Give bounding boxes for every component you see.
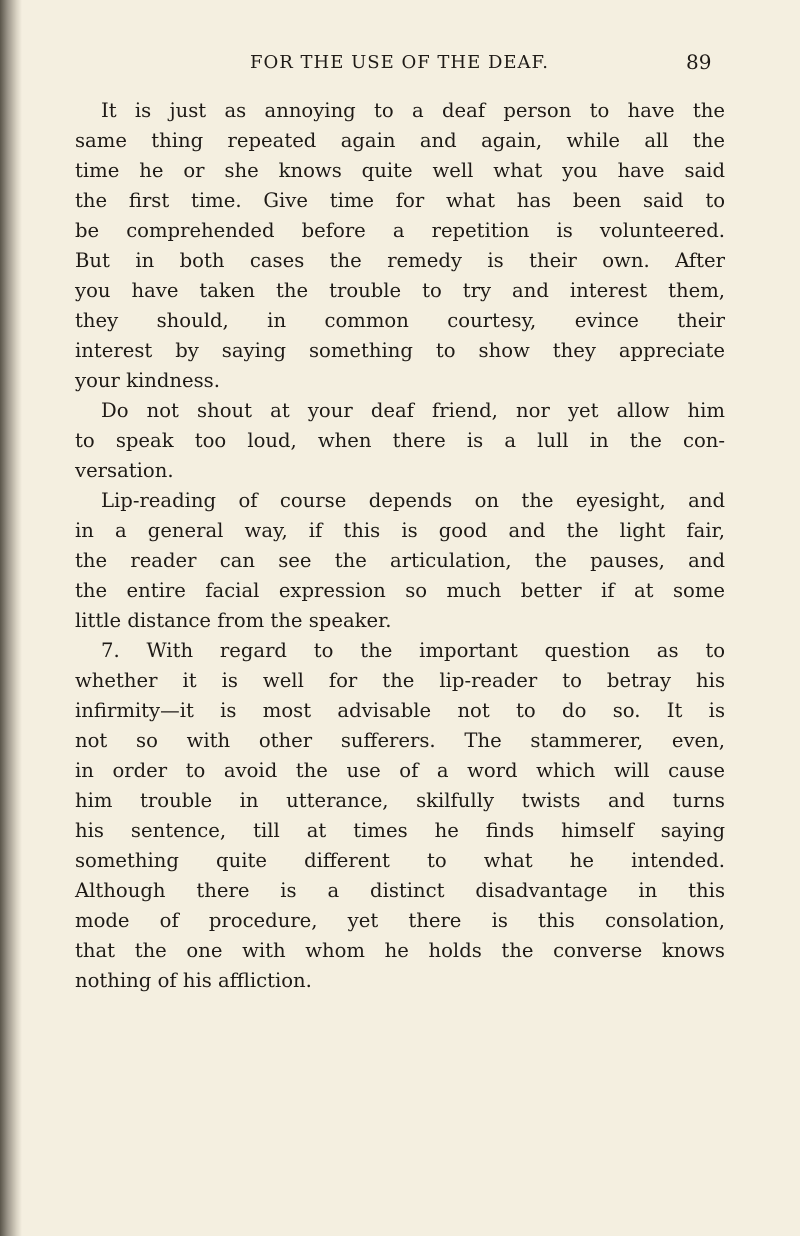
text-line: his sentence, till at times he finds himself saying bbox=[75, 819, 725, 842]
text-line: something quite different to what he intended. bbox=[75, 849, 725, 872]
text-line: infirmity—it is most advisable not to do so. It is bbox=[75, 699, 725, 722]
text-line: But in both cases the remedy is their own. After bbox=[75, 249, 725, 272]
text-line: interest by saying something to show they appreciate bbox=[75, 339, 725, 362]
text-line: 7. With regard to the important question as to bbox=[101, 639, 725, 662]
text-line: same thing repeated again and again, while all the bbox=[75, 129, 725, 152]
text-line: whether it is well for the lip-reader to betray his bbox=[75, 669, 725, 692]
text-line: mode of procedure, yet there is this consolation, bbox=[75, 909, 725, 932]
text-line: you have taken the trouble to try and interest them, bbox=[75, 279, 725, 302]
text-line: to speak too loud, when there is a lull in the con- bbox=[75, 429, 725, 452]
text-line: versation. bbox=[75, 459, 174, 482]
text-line: in a general way, if this is good and the light fair, bbox=[75, 519, 725, 542]
running-head: FOR THE USE OF THE DEAF. bbox=[250, 52, 549, 73]
text-line: little distance from the speaker. bbox=[75, 609, 392, 632]
text-line: that the one with whom he holds the converse knows bbox=[75, 939, 725, 962]
text-line: the entire facial expression so much better if at some bbox=[75, 579, 725, 602]
text-line: the first time. Give time for what has been said to bbox=[75, 189, 725, 212]
text-line: him trouble in utterance, skilfully twists and turns bbox=[75, 789, 725, 812]
text-line: time he or she knows quite well what you have said bbox=[75, 159, 725, 182]
page-number: 89 bbox=[686, 50, 712, 74]
text-line: Do not shout at your deaf friend, nor yet allow him bbox=[101, 399, 725, 422]
text-line: in order to avoid the use of a word which will cause bbox=[75, 759, 725, 782]
text-line: your kindness. bbox=[75, 369, 220, 392]
text-line: they should, in common courtesy, evince their bbox=[75, 309, 725, 332]
text-line: the reader can see the articulation, the pauses, and bbox=[75, 549, 725, 572]
text-line: It is just as annoying to a deaf person to have the bbox=[101, 99, 725, 122]
text-line: be comprehended before a repetition is volunteered. bbox=[75, 219, 725, 242]
body-text bbox=[75, 96, 725, 996]
text-line: Lip-reading of course depends on the eyesight, and bbox=[101, 489, 725, 512]
text-line: not so with other sufferers. The stammerer, even, bbox=[75, 729, 725, 752]
text-line: nothing of his affliction. bbox=[75, 969, 312, 992]
text-line: Although there is a distinct disadvantage in this bbox=[75, 879, 725, 902]
